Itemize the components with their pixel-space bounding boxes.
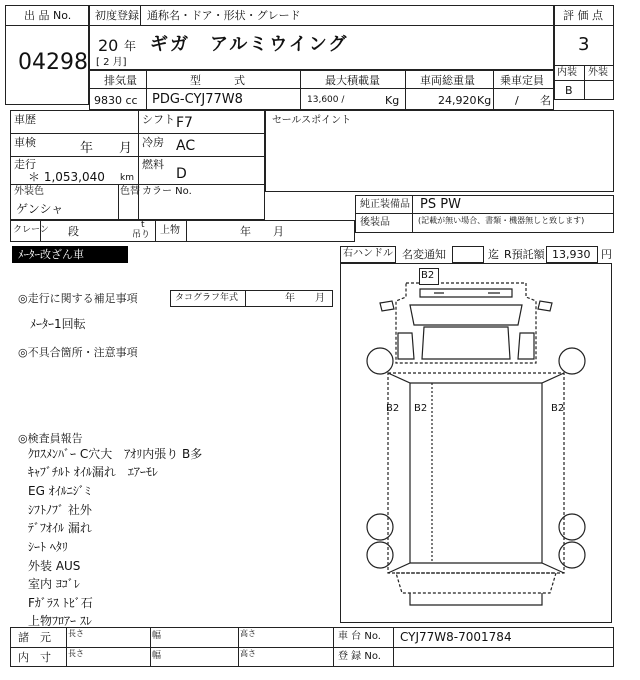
fuel-label: 燃料 — [142, 158, 164, 171]
meter-tamper-banner: ﾒｰﾀｰ改ざん車 — [12, 246, 128, 263]
equipment-label: 純正装備品 — [360, 199, 410, 210]
inspector-item: 外装 AUS — [28, 559, 81, 573]
color-code-label: カラー No. — [142, 186, 192, 197]
damage-mark: B2 — [414, 403, 428, 414]
width-label: 幅 — [152, 631, 162, 641]
type-label: 型 式 — [190, 74, 245, 87]
sales-point-label: セールスポイント — [272, 115, 352, 126]
first-reg-year-unit: 年 — [124, 39, 137, 53]
inspector-item: ﾃﾞﾌｵｲﾙ 漏れ — [28, 521, 92, 535]
upper-value: 年 月 — [240, 225, 284, 238]
crane-box — [10, 220, 355, 242]
interior-dims-label: 内 寸 — [18, 651, 51, 664]
car-name: ギガ アルミウイング — [150, 34, 349, 55]
reg-label: 登 録 No. — [338, 651, 381, 662]
displacement: 9830 cc — [94, 94, 138, 107]
crane-label: クレーン — [13, 225, 49, 235]
driving-note-label: ◎走行に関する補足事項 — [18, 292, 138, 305]
registration-value: 13,930 — [552, 248, 591, 261]
first-reg-label: 初度登録 — [95, 9, 139, 22]
first-reg-year: 20 — [98, 36, 119, 55]
color-change-label: 色替 — [120, 186, 140, 197]
registration-label: R預託額 — [504, 248, 545, 261]
displacement-label: 排気量 — [104, 74, 137, 87]
inspection-label: 車検 — [14, 136, 36, 149]
gross-weight-unit: Kg — [477, 94, 492, 107]
upper-label: 上物 — [160, 225, 180, 236]
aftermarket-note: (記載が無い場合、書類・機器無しと致します) — [418, 216, 585, 225]
lot-no-label: 出 品 No. — [24, 9, 72, 22]
meter-note: ﾒｰﾀｰ1回転 — [30, 317, 86, 331]
right-hand-label: 右ハンドル — [343, 248, 393, 259]
tacho-label: タコグラフ年式 — [175, 293, 239, 303]
inspector-item: ｸﾛｽﾒﾝﾊﾞｰ C穴大 ｱｵﾘ内張り B多 — [28, 447, 203, 461]
crane-ton-top: t — [141, 220, 145, 230]
inspector-item: ｼﾌﾄﾉﾌﾞ 社外 — [28, 503, 92, 517]
history-label: 車歴 — [14, 113, 36, 126]
damage-mark: B2 — [421, 270, 435, 281]
equipment-value: PS PW — [420, 197, 461, 212]
rating-value: 3 — [578, 34, 590, 55]
aircon-label: 冷房 — [142, 136, 164, 149]
chassis-value: CYJ77W8-7001784 — [400, 630, 512, 644]
crane-ton: 吊り — [132, 230, 151, 240]
mileage-value: ＊ 1,053,040 — [28, 170, 105, 184]
capacity-label: 乗車定員 — [500, 74, 544, 87]
gross-weight-label: 車両総重量 — [420, 74, 475, 87]
inspector-item: ｷｬﾌﾞﾁﾙﾄ ｵｲﾙ漏れ ｴｱｰﾓﾚ — [28, 465, 158, 479]
registration-unit: 円 — [601, 248, 612, 261]
inspector-item: 上物ﾌﾛｱｰ ｽﾚ — [28, 614, 92, 628]
name-change-label: 名変通知 — [402, 248, 446, 261]
mileage-label: 走行 — [14, 158, 36, 171]
capacity: / — [515, 94, 519, 107]
damage-mark: B2 — [551, 403, 565, 414]
truck-diagram — [340, 263, 612, 623]
max-load-label: 最大積載量 — [325, 74, 380, 87]
shift-label: シフト — [142, 113, 175, 126]
inspector-label: ◎検査員報告 — [18, 432, 83, 445]
name-change-note: 迄 — [488, 248, 499, 261]
exterior-label: 外装 — [588, 67, 608, 78]
name-change-box — [452, 246, 484, 263]
damage-mark: B2 — [386, 403, 400, 414]
interior-label: 内装 — [557, 67, 577, 78]
tacho-value: 年 月 — [285, 293, 325, 304]
model-code: PDG-CYJ77W8 — [152, 92, 243, 107]
fuel-value: D — [176, 166, 187, 182]
max-load-unit: Kg — [385, 94, 400, 107]
width-label: 幅 — [152, 651, 162, 661]
chassis-label: 車 台 No. — [338, 631, 381, 642]
model-label: 通称名・ドア・形状・グレード — [147, 9, 301, 22]
gross-weight: 24,920 — [438, 94, 477, 107]
height-label: 高さ — [240, 629, 256, 638]
aftermarket-label: 後装品 — [360, 217, 390, 228]
inspector-item: ｼｰﾄ ﾍﾀﾘ — [28, 540, 68, 554]
color-value: ゲンシャ — [16, 202, 64, 216]
inspector-item: EG ｵｲﾙﾆｼﾞﾐ — [28, 484, 91, 498]
shift-value: F7 — [176, 115, 193, 131]
height-label: 高さ — [240, 649, 256, 658]
defects-label: ◎不具合箇所・注意事項 — [18, 346, 138, 359]
lot-no: 04298 — [18, 50, 88, 75]
aircon-value: AC — [176, 138, 196, 154]
inspection-value: 年 月 — [80, 141, 133, 156]
length-label: 長さ — [68, 649, 84, 658]
dims-label: 諸 元 — [18, 631, 51, 644]
first-reg-month: [ 2 月] — [96, 57, 127, 68]
inspector-item: Fｶﾞﾗｽ ﾄﾋﾞ石 — [28, 596, 93, 610]
capacity-unit: 名 — [540, 94, 551, 107]
mileage-unit: km — [120, 173, 134, 183]
length-label: 長さ — [68, 629, 84, 638]
inspector-item: 室内 ﾖｺﾞﾚ — [28, 577, 80, 591]
max-load: 13,600 / — [307, 95, 345, 105]
interior-grade: B — [565, 84, 573, 97]
rating-label: 評 価 点 — [563, 9, 603, 22]
color-label: 外装色 — [14, 186, 44, 197]
crane-stage: 段 — [68, 225, 79, 238]
